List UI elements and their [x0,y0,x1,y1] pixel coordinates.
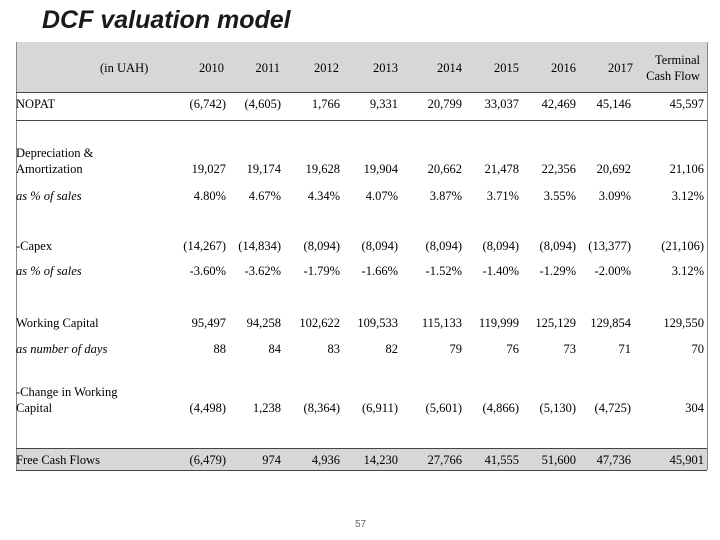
table-cell: (13,377) [588,239,631,253]
year-header-4: 2014 [437,61,462,75]
table-cell: (4,605) [244,97,281,111]
table-cell: (4,725) [594,401,631,415]
divider-fcf-bottom [16,470,707,471]
year-header-1: 2011 [255,61,280,75]
row-label: -Change in Working [16,385,118,399]
table-cell: 82 [385,342,398,356]
table-cell: 3.09% [598,189,631,203]
row-label: as % of sales [16,189,82,203]
table-cell: 45,901 [669,453,704,467]
table-cell: 4.07% [365,189,398,203]
table-cell: 109,533 [357,316,398,330]
table-cell: 45,146 [596,97,631,111]
row-label: as number of days [16,342,108,356]
table-cell: 70 [691,342,704,356]
table-cell: 27,766 [427,453,462,467]
table-cell: 4.80% [193,189,226,203]
table-cell: 73 [563,342,576,356]
table-cell: 71 [618,342,631,356]
table-cell: 94,258 [246,316,281,330]
table-cell: 4,936 [311,453,340,467]
terminal-header-line2: Cash Flow [646,69,700,83]
table-cell: (6,742) [189,97,226,111]
table-cell: 19,904 [363,162,398,176]
table-cell: 79 [449,342,462,356]
table-cell: 83 [327,342,340,356]
row-label: Amortization [16,162,83,176]
table-cell: (4,498) [189,401,226,415]
table-cell: 974 [262,453,281,467]
table-cell: 19,628 [305,162,340,176]
table-cell: 20,662 [427,162,462,176]
table-cell: (21,106) [661,239,704,253]
table-cell: -1.29% [539,264,576,278]
table-cell: 22,356 [541,162,576,176]
table-cell: (8,094) [425,239,462,253]
table-cell: (8,094) [361,239,398,253]
table-cell: -1.66% [361,264,398,278]
row-label: Depreciation & [16,146,94,160]
table-cell: (14,834) [238,239,281,253]
table-cell: 115,133 [421,316,462,330]
table-cell: 3.55% [543,189,576,203]
year-header-5: 2015 [494,61,519,75]
table-cell: (14,267) [183,239,226,253]
table-cell: (5,130) [539,401,576,415]
table-cell: -3.60% [189,264,226,278]
table-cell: 304 [685,401,704,415]
table-cell: 95,497 [191,316,226,330]
table-cell: 19,027 [191,162,226,176]
year-header-2: 2012 [314,61,339,75]
row-label: Free Cash Flows [16,453,101,467]
row-label: as % of sales [16,264,82,278]
terminal-header-line1: Terminal [655,53,700,67]
table-cell: (6,479) [189,453,226,467]
table-cell: -1.40% [482,264,519,278]
unit-label: (in UAH) [100,61,149,75]
table-cell: -3.62% [244,264,281,278]
table-cell: -1.79% [303,264,340,278]
table-cell: 1,238 [252,401,281,415]
table-cell: 19,174 [246,162,281,176]
table-cell: 3.12% [671,189,704,203]
divider-fcf-top [16,448,707,449]
table-cell: (8,364) [303,401,340,415]
page-number: 57 [355,519,367,530]
table-cell: 20,692 [596,162,631,176]
table-cell: 125,129 [535,316,576,330]
row-label: Working Capital [16,316,99,330]
divider-header [16,92,707,93]
table-cell: (8,094) [482,239,519,253]
table-cell: 14,230 [363,453,398,467]
row-label: NOPAT [16,97,56,111]
year-header-3: 2013 [373,61,398,75]
table-cell: 3.12% [671,264,704,278]
table-cell: 119,999 [478,316,519,330]
table-cell: 3.71% [486,189,519,203]
table-cell: 20,799 [427,97,462,111]
table-cell: 47,736 [596,453,631,467]
table-cell: 1,766 [311,97,340,111]
table-cell: 21,478 [484,162,519,176]
year-header-0: 2010 [199,61,224,75]
table-cell: (4,866) [482,401,519,415]
table-cell: -1.52% [425,264,462,278]
table-cell: 129,854 [590,316,631,330]
table-cell: 9,331 [369,97,398,111]
table-cell: 129,550 [663,316,704,330]
table-cell: (6,911) [362,401,398,415]
table-cell: 84 [268,342,281,356]
table-cell: 42,469 [541,97,576,111]
year-header-6: 2016 [551,61,576,75]
table-cell: 45,597 [669,97,704,111]
table-cell: 41,555 [484,453,519,467]
divider-nopat [16,120,707,121]
table-cell: (8,094) [539,239,576,253]
table-cell: 88 [213,342,226,356]
row-label: Capital [16,401,53,415]
year-header-7: 2017 [608,61,633,75]
table-cell: -2.00% [594,264,631,278]
page-title: DCF valuation model [42,6,291,34]
table-cell: 21,106 [669,162,704,176]
row-label: -Capex [16,239,53,253]
table-cell: 3.87% [429,189,462,203]
table-cell: 33,037 [484,97,519,111]
table-cell: 76 [506,342,519,356]
table-cell: 4.34% [307,189,340,203]
table-cell: 102,622 [299,316,340,330]
table-cell: (5,601) [425,401,462,415]
table-cell: 51,600 [541,453,576,467]
table-cell: 4.67% [248,189,281,203]
table-cell: (8,094) [303,239,340,253]
